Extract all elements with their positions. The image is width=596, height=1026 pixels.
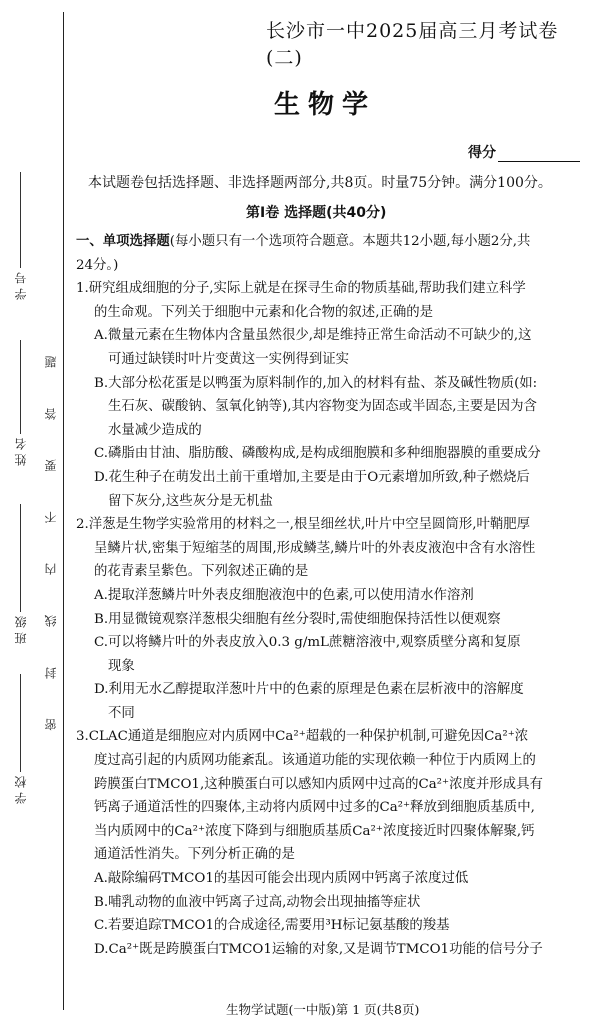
score-blank[interactable] [498,147,580,162]
page-footer: 生物学试题(一中版)第 1 页(共8页) [226,1002,420,1017]
q2-stem-line: 的花青素呈紫色。下列叙述正确的是 [94,564,309,580]
score-box [468,142,580,162]
subject-title: 生物学 [274,90,377,120]
q2-option-d[interactable]: D.利用无水乙醇提取洋葱叶片中的色素的原理是色素在层析液中的溶解度 [94,682,524,698]
name-field[interactable] [8,434,32,466]
q3-stem-line: 当内质网中的Ca²⁺浓度下降到与细胞质基质Ca²⁺浓度接近时四聚体解聚,钙 [94,823,535,839]
q1-option-d-cont: 留下灰分,这些灰分是无机盐 [108,493,273,509]
seal-text: 密 封 线 内 不 要 答 题 [44,338,58,731]
class-field[interactable] [8,612,32,644]
school-field[interactable] [8,772,32,804]
q3-stem-line: 3.CLAC通道是细胞应对内质网中Ca²⁺超载的一种保护机制,可避免因Ca²⁺浓 [76,729,529,745]
binding-margin [0,0,72,1026]
student-id-field[interactable] [8,268,32,300]
q1-option-a[interactable]: A.微量元素在生物体内含量虽然很少,却是维持正常生命活动不可缺少的,这 [94,328,532,344]
school-label: 学校 [13,772,28,804]
q1-option-a-cont: 可通过缺镁时叶片变黄这一实例得到证实 [108,351,350,367]
class-label: 班级 [13,612,28,644]
q1-option-c[interactable]: C.磷脂由甘油、脂肪酸、磷酸构成,是构成细胞膜和多种细胞器膜的重要成分 [94,446,541,462]
class-line [20,504,21,612]
student-id-label: 学号 [13,268,28,300]
q3-option-a[interactable]: A.敲除编码TMCO1的基因可能会出现内质网中钙离子浓度过低 [94,871,469,887]
part-one-title: 第Ⅰ卷 选择题(共40分) [246,205,387,221]
q1-stem-line: 1.研究组成细胞的分子,实际上就是在探寻生命的物质基础,帮助我们建立科学 [76,281,526,297]
name-label: 姓名 [13,434,28,466]
q2-option-b[interactable]: B.用显微镜观察洋葱根尖细胞有丝分裂时,需使细胞保持活性以便观察 [94,611,501,627]
q3-option-b[interactable]: B.哺乳动物的血液中钙离子过高,动物会出现抽搐等症状 [94,894,421,910]
binding-line [63,12,64,1010]
q2-option-d-cont: 不同 [108,705,135,721]
q2-option-a[interactable]: A.提取洋葱鳞片叶外表皮细胞液泡中的色素,可以使用清水作溶剂 [94,587,474,603]
q1-option-b-cont: 生石灰、碳酸钠、氢氧化钠等),其内容物变为固态或半固态,主要是因为含 [108,399,537,415]
score-label: 得分 [468,145,496,161]
name-line [20,340,21,434]
q3-stem-line: 度过高引起的内质网功能紊乱。该通道功能的实现依赖一种位于内质网上的 [94,753,536,769]
exam-title: 长沙市一中2025届高三月考试卷(二) [266,20,559,69]
q1-stem-line: 的生命观。下列关于细胞中元素和化合物的叙述,正确的是 [94,304,434,320]
questions-body [76,230,584,961]
q2-stem-line: 呈鳞片状,密集于短缩茎的周围,形成鳞茎,鳞片叶的外表皮液泡中含有水溶性 [94,540,536,556]
q2-option-c-cont: 现象 [108,658,135,674]
q2-stem-line: 2.洋葱是生物学实验常用的材料之一,根呈细丝状,叶片中空呈圆筒形,叶鞘肥厚 [76,517,531,533]
intro-text: 本试题卷包括选择题、非选择题两部分,共8页。时量75分钟。满分100分。 [88,175,552,191]
q1-option-b[interactable]: B.大部分松花蛋是以鸭蛋为原料制作的,加入的材料有盐、茶及碱性物质(如: [94,375,538,391]
q3-stem-line: 通道活性消失。下列分析正确的是 [94,847,295,863]
student-id-line [20,172,21,268]
section-heading: 一、单项选择题(每小题只有一个选项符合题意。本题共12小题,每小题2分,共 [76,234,531,249]
q3-option-c[interactable]: C.若要追踪TMCO1的合成途径,需要用³H标记氨基酸的羧基 [94,918,450,934]
q1-option-d[interactable]: D.花生种子在萌发出土前干重增加,主要是由于O元素增加所致,种子燃烧后 [94,469,530,485]
q2-option-c[interactable]: C.可以将鳞片叶的外表皮放入0.3 g/mL蔗糖溶液中,观察质壁分离和复原 [94,635,521,651]
q3-stem-line: 跨膜蛋白TMCO1,这种膜蛋白可以感知内质网中过高的Ca²⁺浓度并形成具有 [94,776,543,792]
school-line [20,674,21,772]
section-note: 24分。) [76,257,119,273]
q3-option-d[interactable]: D.Ca²⁺既是跨膜蛋白TMCO1运输的对象,又是调节TMCO1功能的信号分子 [94,941,543,957]
q3-stem-line: 钙离子通道活性的四聚体,主动将内质网中过多的Ca²⁺释放到细胞质基质中, [94,800,535,816]
q1-option-b-cont: 水量减少造成的 [108,422,202,438]
